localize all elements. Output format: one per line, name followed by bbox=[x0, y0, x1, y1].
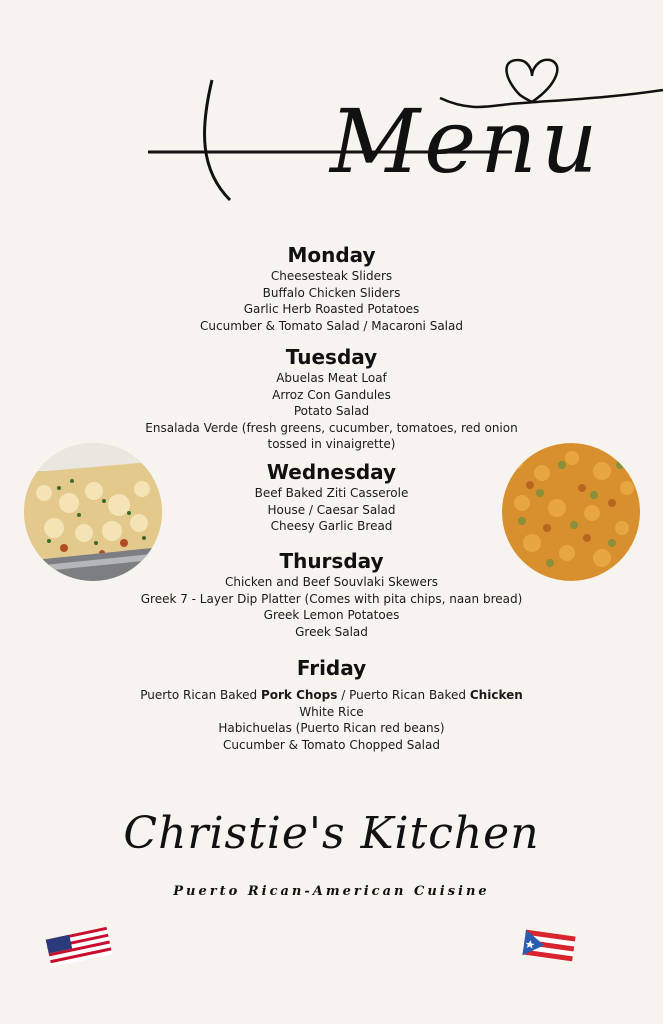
menu-item: Cheesy Garlic Bread bbox=[270, 519, 393, 533]
menu-item: Potato Salad bbox=[293, 404, 370, 418]
menu-item: Cheesesteak Sliders bbox=[270, 269, 393, 283]
menu-item bbox=[0, 687, 663, 704]
us-flag-icon bbox=[44, 925, 114, 969]
menu-item: Garlic Herb Roasted Potatoes bbox=[243, 302, 420, 316]
day-friday bbox=[0, 655, 663, 753]
arroz-con-gandules-image bbox=[502, 443, 640, 581]
menu-title: Menu bbox=[330, 90, 602, 193]
day-heading: Friday bbox=[296, 656, 367, 680]
day-heading: Monday bbox=[287, 243, 376, 267]
puerto-rico-flag-icon bbox=[520, 925, 578, 967]
menu-item: Cucumber & Tomato Salad / Macaroni Salad bbox=[200, 318, 463, 333]
menu-item: Arroz Con Gandules bbox=[272, 387, 391, 402]
menu-item: Greek Salad bbox=[295, 624, 368, 639]
menu-item: House / Caesar Salad bbox=[267, 502, 396, 517]
day-tuesday bbox=[0, 344, 663, 453]
menu-item-bold: Chicken bbox=[469, 688, 523, 702]
day-heading: Tuesday bbox=[285, 345, 378, 369]
menu-item: White Rice bbox=[299, 704, 364, 719]
menu-item: Greek Lemon Potatoes bbox=[263, 608, 400, 622]
menu-item-bold: Pork Chops bbox=[260, 688, 338, 702]
menu-item-text: / Puerto Rican Baked bbox=[337, 688, 470, 702]
brand-name: Christie's Kitchen bbox=[123, 808, 540, 859]
brand-tagline: Puerto Rican-American Cuisine bbox=[173, 884, 490, 899]
menu-item: Abuelas Meat Loaf bbox=[276, 371, 387, 385]
menu-header bbox=[140, 40, 663, 220]
menu-item: Ensalada Verde (fresh greens, cucumber, tomatoes, red onion bbox=[145, 420, 518, 435]
baked-ziti-image bbox=[24, 443, 162, 581]
menu-item-text: Puerto Rican Baked bbox=[140, 688, 261, 702]
day-heading: Thursday bbox=[279, 549, 384, 573]
day-heading: Wednesday bbox=[266, 460, 397, 484]
menu-item: tossed in vinaigrette) bbox=[267, 437, 396, 451]
menu-item: Chicken and Beef Souvlaki Skewers bbox=[224, 575, 439, 589]
menu-item: Habichuelas (Puerto Rican red beans) bbox=[218, 721, 445, 735]
menu-item: Buffalo Chicken Sliders bbox=[262, 285, 401, 300]
day-monday bbox=[0, 242, 663, 334]
menu-item: Beef Baked Ziti Casserole bbox=[254, 486, 409, 500]
menu-item: Cucumber & Tomato Chopped Salad bbox=[223, 737, 440, 752]
menu-item: Greek 7 - Layer Dip Platter (Comes with pita chips, naan bread) bbox=[140, 591, 523, 606]
